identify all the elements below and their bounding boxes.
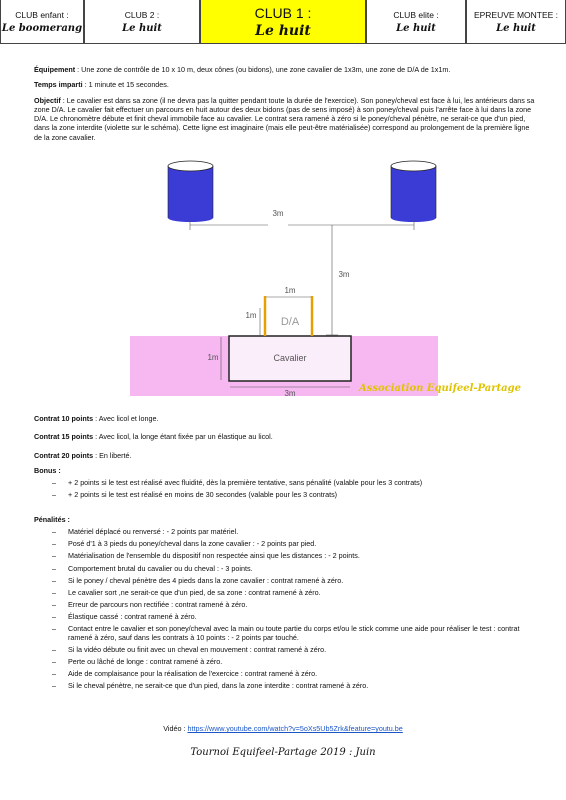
contrat-20 [34,451,536,460]
video-label: Vidéo : [163,724,188,733]
penalites-section [34,515,536,693]
objectif-text: : Le cavalier est dans sa zone (il ne devra pas la quitter pendant toute la durée de l'exercice). Son poney/cheval est face à lui, les antérieurs dans sa zone D/A. Le cavalier fait effectuer un parcours en huit autour des deux bidons (pas de sens imposé) à son poney/cheval puis l'arrête face à lui dans la zone D/A. Le chronomètre débute et finit cheval immobile face au cavalier. Le contrat sera ramené à zéro si le poney/cheval pénètre, ne serait-ce que d'un pied, dans la zone interdite (violette sur le schéma). Cette ligne est imaginaire (mais elle peut-être matérialisée) correspond au prolongement de la première ligne de la zone cavalier. [34,95,535,142]
list-item: – Perte ou lâché de longe : contrat ramené à zéro. [52,656,223,666]
header-label: EPREUVE MONTEE : [473,9,559,20]
penalites-list [34,527,536,690]
dimension-da-width-label: 1m [284,286,296,295]
header-value: Le huit [255,22,311,39]
dimension-top [190,220,414,230]
video-link[interactable]: https://www.youtube.com/watch?v=5oXs5Ub5Zrk&feature=youtu.be [187,724,403,733]
association-watermark: Association Equifeel-Partage [358,383,522,394]
header-cell-club-2 [84,0,200,44]
right-barrel-icon [391,161,436,222]
cavalier-zone-label: Cavalier [273,353,307,363]
intro-content [34,65,536,148]
bonus-heading: Bonus : [34,466,61,475]
temps-paragraph [34,80,536,89]
contrat-label: Contrat 10 points [34,414,94,423]
list-item: – Matérialisation de l'ensemble du dispositif non respectée ainsi que les distances : - 2 points. [52,551,360,561]
header-cell-club-1 [200,0,366,44]
tournament-signature: Tournoi Equifeel-Partage 2019 : Juin [190,747,376,758]
temps-label: Temps imparti [34,80,83,90]
list-item: – + 2 points si le test est réalisé en moins de 30 secondes (valable pour les 3 contrats) [52,490,338,500]
contrat-label: Contrat 15 points [34,432,94,442]
header-value: Le boomerang [1,22,83,34]
list-item: – Élastique cassé : contrat ramené à zéro. [52,611,197,621]
da-zone-label: D/A [280,316,300,328]
temps-text: : 1 minute et 15 secondes. [82,80,169,90]
dimension-top-label: 3m [272,209,284,218]
header-cell-club-elite [366,0,466,44]
list-item: – Si la vidéo débute ou finit avec un cheval en mouvement : contrat ramené à zéro. [52,645,327,655]
header-label: CLUB elite : [393,9,439,20]
equipement-label: Équipement [34,65,76,74]
list-item: – Matériel déplacé ou renversé : - 2 points par matériel. [52,527,239,537]
list-item: – Erreur de parcours non rectifiée : contrat ramené à zéro. [52,600,248,610]
bonus-list [34,478,536,499]
contrat-15 [34,432,536,441]
bonus-section [34,466,536,502]
header-label: CLUB enfant : [15,9,69,20]
contrat-label: Contrat 20 points [34,450,94,460]
contrat-text: : En liberté. [93,450,132,460]
objectif-paragraph [34,96,536,142]
header-value: Le huit [496,22,536,34]
contrat-text: : Avec licol, la longe étant fixée par un élastique au licol. [93,432,273,442]
list-item: – Posé d'1 à 3 pieds du poney/cheval dans la zone cavalier : - 2 points par pied. [52,539,317,549]
contrat-10 [34,414,536,423]
header-cell-epreuve-montee [466,0,566,44]
list-item: – Contact entre le cavalier et son poney/cheval avec la main ou toute partie du corps et/ou le stick comme une aide pour réaliser le test : contrat ramené à zéro, sauf dans les contrats à 10 points : - 2 points par touché. [52,623,520,643]
header-label: CLUB 1 : [254,4,312,21]
penalites-heading: Pénalités : [34,515,70,524]
dimension-side [326,225,338,335]
dimension-cavalier-height-label: 1m [207,353,219,362]
objectif-label: Objectif [34,95,61,105]
dimension-side-label: 3m [338,270,350,279]
list-item: – Aide de complaisance pour la réalisation de l'exercice : contrat ramené à zéro. [52,668,318,678]
list-item: – Si le cheval pénètre, ne serait-ce que d'un pied, dans la zone interdite : contrat ramené à zéro. [52,680,369,690]
list-item: – Comportement brutal du cavalier ou du cheval : - 3 points. [52,564,253,574]
header-cell-club-enfant [0,0,84,44]
dimension-bottom-label: 3m [284,389,296,398]
contrats-section [34,414,536,466]
header-value: Le huit [122,22,162,34]
list-item: – Le cavalier sort ,ne serait-ce que d'un pied, de sa zone : contrat ramené à zéro. [52,588,321,598]
left-barrel-icon [168,161,213,222]
list-item: – Si le poney / cheval pénètre des 4 pieds dans la zone cavalier : contrat ramené à zéro. [52,576,344,586]
list-item: – + 2 points si le test est réalisé avec fluidité, dès la première tentative, sans pénalité (valable pour les 3 contrats) [52,478,423,488]
contrat-text: : Avec licol et longe. [93,414,159,423]
header-bar [0,0,566,44]
equipement-text: : Une zone de contrôle de 10 x 10 m, deux cônes (ou bidons), une zone cavalier de 1x3m, une zone de D/A de 1x1m. [75,65,451,74]
header-label: CLUB 2 : [124,9,160,20]
video-line [0,724,566,733]
dimension-da-height-label: 1m [245,311,257,320]
header-value: Le huit [396,22,436,34]
equipement-paragraph [34,65,536,74]
